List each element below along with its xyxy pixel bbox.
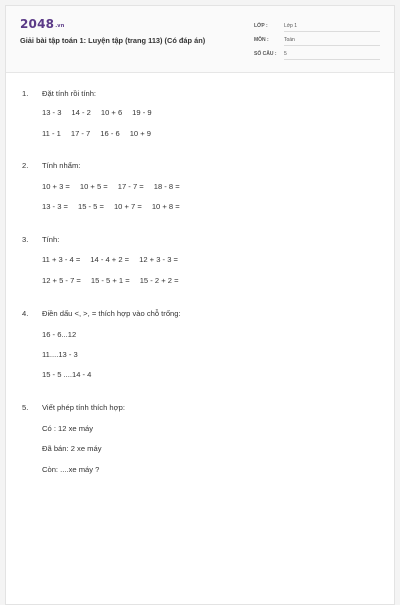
word-problem-line: Có : 12 xe máy: [42, 424, 94, 433]
question-text: Tính:: [42, 235, 60, 244]
comparison-item: 15 - 5 ....14 - 4: [42, 370, 92, 379]
logo-main-text: 2048: [20, 17, 55, 31]
q4-line-2: [42, 350, 78, 359]
expression: 10 + 7 =: [113, 202, 142, 211]
expression: 16 - 6: [100, 129, 120, 138]
question-text: Điền dấu <, >, = thích hợp vào chỗ trống:: [42, 309, 181, 318]
question-number: 3.: [22, 235, 29, 244]
q2-line-2: [42, 202, 190, 211]
q1-line-1: [42, 108, 162, 117]
expression: 12 + 5 - 7 =: [42, 276, 81, 285]
q5-line-1: [42, 424, 93, 433]
expression: 18 - 8 =: [153, 182, 180, 191]
meta-label-question-count: SỐ CÂU :: [254, 51, 277, 57]
expression: 15 - 2 + 2 =: [139, 276, 179, 285]
meta-row-class: [254, 21, 384, 33]
meta-row-question-count: [254, 49, 384, 61]
expression: 14 - 4 + 2 =: [90, 255, 130, 264]
expression: 13 - 3 =: [42, 202, 68, 211]
document-title: Giải bài tập toán 1: Luyện tập (trang 113) (Có đáp án): [20, 36, 206, 45]
question-number: 5.: [22, 403, 29, 412]
expression: 11 - 1: [42, 129, 61, 138]
question-text: Tính nhẩm:: [42, 161, 81, 170]
expression: 14 - 2: [71, 108, 91, 117]
expression: 10 + 6: [100, 108, 123, 117]
q3-line-2: [42, 276, 189, 285]
word-problem-line: Đã bán: 2 xe máy: [42, 444, 102, 453]
expression: 12 + 3 - 3 =: [139, 255, 178, 264]
expression: 11 + 3 - 4 =: [42, 255, 81, 264]
expression: 17 - 7 =: [117, 182, 144, 191]
expression: 10 + 8 =: [151, 202, 180, 211]
meta-label-class: LỚP :: [254, 23, 268, 29]
expression: 13 - 3: [42, 108, 62, 117]
logo-suffix-text: .vn: [55, 23, 65, 29]
comparison-item: 11....13 - 3: [42, 350, 78, 359]
comparison-item: 16 - 6...12: [42, 330, 77, 339]
expression: 10 + 9: [129, 129, 152, 138]
q4-line-3: [42, 370, 91, 379]
expression: 19 - 9: [132, 108, 152, 117]
meta-row-subject: [254, 35, 384, 47]
meta-label-subject: MÔN :: [254, 37, 269, 43]
question-number: 4.: [22, 309, 29, 318]
expression: 15 - 5 =: [77, 202, 104, 211]
question-text: Viết phép tính thích hợp:: [42, 403, 125, 412]
expression: 10 + 5 =: [79, 182, 108, 191]
q5-line-3: [42, 465, 99, 474]
q1-line-2: [42, 129, 161, 138]
expression: 17 - 7: [70, 129, 91, 138]
q4-line-1: [42, 330, 76, 339]
question-number: 1.: [22, 89, 29, 98]
q2-line-1: [42, 182, 190, 191]
meta-value-subject: Toán: [284, 37, 380, 46]
q3-line-1: [42, 255, 188, 264]
expression: 10 + 3 =: [42, 182, 70, 191]
expression: 15 - 5 + 1 =: [90, 276, 130, 285]
meta-value-question-count: 5: [284, 51, 380, 60]
word-problem-line: Còn: ....xe máy ?: [42, 465, 100, 474]
worksheet-header: [6, 6, 394, 73]
worksheet-page: [5, 5, 395, 605]
site-logo[interactable]: [20, 17, 65, 31]
meta-value-class: Lớp 1: [284, 23, 380, 32]
question-text: Đặt tính rồi tính:: [42, 89, 97, 98]
q5-line-2: [42, 444, 102, 453]
question-number: 2.: [22, 161, 29, 170]
